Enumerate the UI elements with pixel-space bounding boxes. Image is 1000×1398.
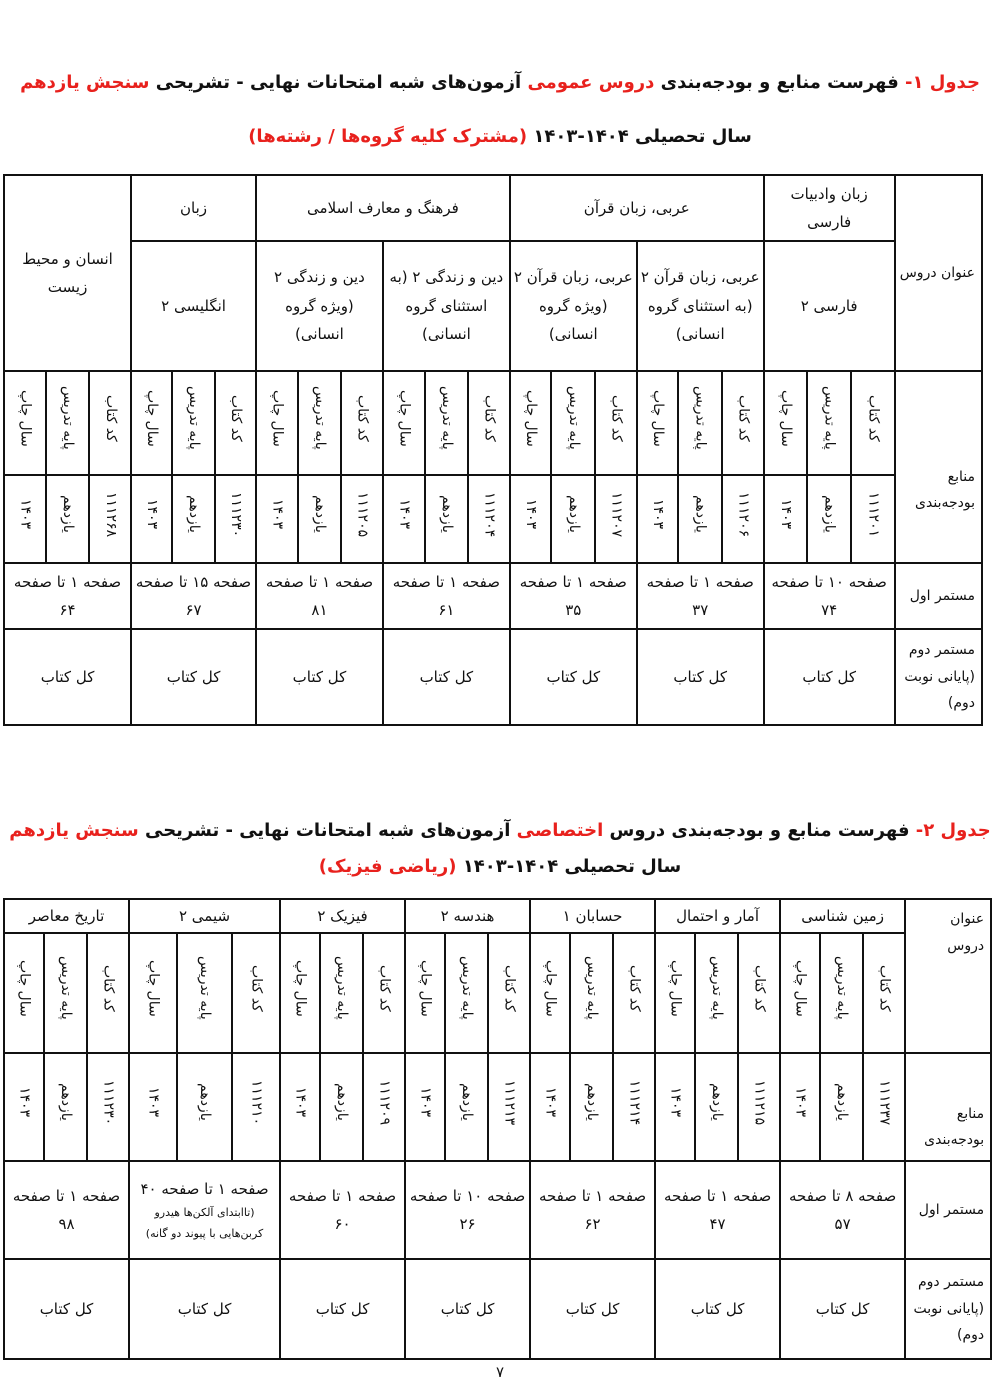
book-code-header: کد کتاب xyxy=(501,964,518,1012)
course-header: دین و زندگی ۲ (به استثنای گروه انسانی) xyxy=(383,241,510,371)
group-language: زبان xyxy=(131,175,256,241)
book-code-cell xyxy=(363,1053,405,1161)
book-code: ۱۱۱۲۱۰ xyxy=(248,1079,265,1125)
mid1-range: صفحه ۱ تا صفحه ۶۴ xyxy=(4,563,131,629)
print-year-header: سال چاپ xyxy=(292,959,309,1017)
book-header-cell xyxy=(863,933,905,1053)
grade-cell xyxy=(807,475,851,563)
book-header-cell xyxy=(695,933,738,1053)
course-header: آمار و احتمال xyxy=(655,899,780,933)
mid1-range: صفحه ۱ تا صفحه ۳۵ xyxy=(510,563,637,629)
print-year: ۱۴۰۳ xyxy=(396,499,413,530)
grade: یازدهم xyxy=(459,1083,476,1122)
book-header-cell xyxy=(780,933,820,1053)
grade: یازدهم xyxy=(584,1083,601,1122)
book-code: ۱۱۱۲۰۶ xyxy=(735,491,752,537)
grade-header: پایه تدریس xyxy=(821,386,838,451)
row-label-mid1: مستمر اول xyxy=(905,1161,991,1259)
mid2-range: کل کتاب xyxy=(131,629,256,725)
book-code-cell xyxy=(488,1053,530,1161)
mid2-range: کل کتاب xyxy=(510,629,637,725)
course-header: دین و زندگی ۲ (ویژه گروه انسانی) xyxy=(256,241,383,371)
print-year: ۱۴۰۳ xyxy=(542,1087,559,1118)
print-year-cell xyxy=(280,1053,320,1161)
book-code-cell xyxy=(595,475,637,563)
mid1-range: صفحه ۱۰ تا صفحه ۷۴ xyxy=(764,563,895,629)
print-year-header: سال چاپ xyxy=(417,959,434,1017)
book-code-header: کد کتاب xyxy=(228,394,245,442)
book-header-cell xyxy=(177,933,232,1053)
grade-cell xyxy=(820,1053,863,1161)
book-code-cell xyxy=(468,475,510,563)
table2 xyxy=(3,898,992,1360)
table1-subtitle-year: سال تحصیلی ۱۴۰۴-۱۴۰۳ xyxy=(527,126,752,147)
course-header: تاریخ معاصر xyxy=(4,899,129,933)
grade-header: پایه تدریس xyxy=(58,956,75,1021)
book-header-cell xyxy=(820,933,863,1053)
print-year-header: سال چاپ xyxy=(667,959,684,1017)
mid1-range: صفحه ۱ تا صفحه ۴۷ xyxy=(655,1161,780,1259)
print-year-header: سال چاپ xyxy=(542,959,559,1017)
print-year: ۱۴۰۳ xyxy=(269,499,286,530)
book-code-cell xyxy=(215,475,256,563)
mid2-range: کل کتاب xyxy=(655,1259,780,1359)
print-year-cell xyxy=(131,475,172,563)
grade: یازدهم xyxy=(197,1083,214,1122)
table1 xyxy=(3,174,983,726)
course-header: زمین شناسی xyxy=(780,899,905,933)
mid1-range: صفحه ۱۵ تا صفحه ۶۷ xyxy=(131,563,256,629)
book-header-cell xyxy=(851,371,895,475)
book-header-cell xyxy=(44,933,87,1053)
book-header-cell xyxy=(129,933,177,1053)
book-header-cell xyxy=(46,371,90,475)
mid2-range: کل کتاب xyxy=(637,629,764,725)
table2-title-brand: سنجش یازدهم xyxy=(9,820,139,841)
grade: یازدهم xyxy=(834,1083,851,1122)
book-header-cell xyxy=(4,933,44,1053)
mid1-range: صفحه ۱ تا صفحه ۳۷ xyxy=(637,563,764,629)
page-number: ۷ xyxy=(495,1363,505,1381)
book-code-header: کد کتاب xyxy=(751,964,768,1012)
mid1-range: صفحه ۱۰ تا صفحه ۲۶ xyxy=(405,1161,530,1259)
grade-header: پایه تدریس xyxy=(584,956,601,1021)
print-year-cell xyxy=(655,1053,695,1161)
print-year: ۱۴۰۳ xyxy=(792,1087,809,1118)
print-year-cell xyxy=(405,1053,445,1161)
course-header: انسان و محیط زیست xyxy=(4,175,131,371)
table1-title-brand: سنجش یازدهم xyxy=(20,72,150,93)
book-header-cell xyxy=(341,371,383,475)
table2-title-text: فهرست منابع و بودجه‌بندی دروس xyxy=(603,820,910,841)
mid1-range-cell xyxy=(129,1161,280,1259)
book-header-cell xyxy=(256,371,298,475)
book-code: ۱۱۱۲۰۱ xyxy=(865,491,882,537)
book-header-cell xyxy=(298,371,342,475)
book-header-cell xyxy=(405,933,445,1053)
book-header-cell xyxy=(320,933,363,1053)
book-header-cell xyxy=(613,933,655,1053)
grade-header: پایه تدریس xyxy=(565,386,582,451)
print-year-cell xyxy=(4,1053,44,1161)
row-label-sources: منابع بودجه‌بندی xyxy=(895,371,982,563)
table2-subtitle-field: (ریاضی فیزیک) xyxy=(318,856,457,877)
book-code-cell xyxy=(341,475,383,563)
mid1-range: صفحه ۸ تا صفحه ۵۷ xyxy=(780,1161,905,1259)
book-header-cell xyxy=(87,933,129,1053)
book-header-cell xyxy=(131,371,172,475)
book-code-header: کد کتاب xyxy=(248,964,265,1012)
print-year-header: سال چاپ xyxy=(523,389,540,447)
book-header-cell xyxy=(280,933,320,1053)
grade: یازدهم xyxy=(709,1083,726,1122)
course-header: عربی، زبان قرآن ۲ (ویژه گروه انسانی) xyxy=(510,241,637,371)
grade-cell xyxy=(177,1053,232,1161)
table2-subtitle xyxy=(0,856,1000,877)
table1-title-highlight: دروس عمومی xyxy=(527,72,655,93)
book-header-cell xyxy=(89,371,131,475)
book-header-cell xyxy=(530,933,570,1053)
grade-header: پایه تدریس xyxy=(438,386,455,451)
book-header-cell xyxy=(655,933,695,1053)
mid1-range: صفحه ۱ تا صفحه ۴۰ xyxy=(140,1179,269,1198)
print-year-header: سال چاپ xyxy=(269,389,286,447)
book-code-cell xyxy=(613,1053,655,1161)
book-header-cell xyxy=(738,933,780,1053)
print-year-header: سال چاپ xyxy=(778,389,795,447)
book-code-header: کد کتاب xyxy=(354,394,371,442)
book-code: ۱۱۱۲۳۰ xyxy=(100,1079,117,1125)
course-header: فارسی ۲ xyxy=(764,241,895,371)
course-header: فیزیک ۲ xyxy=(280,899,405,933)
book-code-header: کد کتاب xyxy=(608,394,625,442)
course-header: شیمی ۲ xyxy=(129,899,280,933)
mid1-range: صفحه ۱ تا صفحه ۶۱ xyxy=(383,563,510,629)
grade-cell xyxy=(425,475,469,563)
book-header-cell xyxy=(510,371,552,475)
print-year: ۱۴۰۳ xyxy=(292,1087,309,1118)
grade-cell xyxy=(298,475,342,563)
book-code-header: کد کتاب xyxy=(102,394,119,442)
book-code-cell xyxy=(851,475,895,563)
grade: یازدهم xyxy=(821,495,838,534)
mid2-range: کل کتاب xyxy=(405,1259,530,1359)
group-persian-literature: زبان وادبیات فارسی xyxy=(764,175,895,241)
table1-title-text2: آزمون‌های شبه امتحانات نهایی - تشریحی xyxy=(149,72,528,93)
grade: یازدهم xyxy=(692,495,709,534)
print-year: ۱۴۰۳ xyxy=(778,499,795,530)
grade-header: پایه تدریس xyxy=(834,956,851,1021)
mid2-range: کل کتاب xyxy=(780,1259,905,1359)
print-year-cell xyxy=(383,475,425,563)
grade: یازدهم xyxy=(311,495,328,534)
grade-header: پایه تدریس xyxy=(60,386,77,451)
book-code: ۱۱۱۲۳۰ xyxy=(228,491,245,537)
print-year: ۱۴۰۳ xyxy=(16,1087,33,1118)
grade-cell xyxy=(570,1053,613,1161)
book-code-cell xyxy=(87,1053,129,1161)
row-label-mid1: مستمر اول xyxy=(895,563,982,629)
table1-subtitle xyxy=(0,126,1000,147)
book-header-cell xyxy=(425,371,469,475)
print-year-header: سال چاپ xyxy=(792,959,809,1017)
course-header: عربی، زبان قرآن ۲ (به استثنای گروه انسانی) xyxy=(637,241,764,371)
grade: یازدهم xyxy=(58,1083,75,1122)
book-header-cell xyxy=(363,933,405,1053)
grade-cell xyxy=(46,475,90,563)
grade: یازدهم xyxy=(438,495,455,534)
print-year-header: سال چاپ xyxy=(650,389,667,447)
table2-title-highlight: اختصاصی xyxy=(516,820,604,841)
mid2-range: کل کتاب xyxy=(764,629,895,725)
mid2-range: کل کتاب xyxy=(280,1259,405,1359)
book-header-cell xyxy=(4,371,46,475)
print-year-cell xyxy=(780,1053,820,1161)
book-header-cell xyxy=(595,371,637,475)
book-code-header: کد کتاب xyxy=(865,394,882,442)
print-year-cell xyxy=(530,1053,570,1161)
row-label-course-title: عنوان دروس xyxy=(895,175,982,371)
book-header-cell xyxy=(445,933,488,1053)
book-code: ۱۱۱۲۰۴ xyxy=(481,491,498,537)
print-year: ۱۴۰۳ xyxy=(143,499,160,530)
book-code: ۱۱۱۲۰۵ xyxy=(354,491,371,537)
mid1-range: صفحه ۱ تا صفحه ۶۰ xyxy=(280,1161,405,1259)
mid1-range: صفحه ۱ تا صفحه ۸۱ xyxy=(256,563,383,629)
group-arabic: عربی، زبان قرآن xyxy=(510,175,764,241)
book-code-header: کد کتاب xyxy=(735,394,752,442)
book-code-header: کد کتاب xyxy=(481,394,498,442)
grade-cell xyxy=(551,475,595,563)
print-year-header: سال چاپ xyxy=(16,959,33,1017)
mid2-range: کل کتاب xyxy=(129,1259,280,1359)
grade-cell xyxy=(320,1053,363,1161)
book-code-header: کد کتاب xyxy=(626,964,643,1012)
book-header-cell xyxy=(551,371,595,475)
print-year: ۱۴۰۳ xyxy=(650,499,667,530)
table1-subtitle-scope: (مشترک کلیه گروه‌ها / رشته‌ها) xyxy=(248,126,528,147)
mid2-range: کل کتاب xyxy=(530,1259,655,1359)
table1-title-number: جدول ۱- xyxy=(898,72,980,93)
print-year: ۱۴۰۳ xyxy=(523,499,540,530)
print-year: ۱۴۰۳ xyxy=(145,1087,162,1118)
book-code-header: کد کتاب xyxy=(876,964,893,1012)
book-code: ۱۱۱۲۱۵ xyxy=(751,1079,768,1125)
book-header-cell xyxy=(383,371,425,475)
print-year-cell xyxy=(637,475,679,563)
grade-cell xyxy=(445,1053,488,1161)
table2-subtitle-year: سال تحصیلی ۱۴۰۴-۱۴۰۳ xyxy=(456,856,682,877)
group-islamic-culture: فرهنگ و معارف اسلامی xyxy=(256,175,510,241)
book-code: ۱۱۱۲۰۹ xyxy=(376,1079,393,1125)
book-header-cell xyxy=(232,933,280,1053)
print-year-header: سال چاپ xyxy=(396,389,413,447)
grade-header: پایه تدریس xyxy=(709,956,726,1021)
mid1-range-note: (تاابتدای آلکن‌ها هیدرو کربن‌هایی با پیوند دو گانه) xyxy=(145,1206,264,1241)
book-code-cell xyxy=(722,475,764,563)
book-code-header: کد کتاب xyxy=(376,964,393,1012)
print-year-cell xyxy=(510,475,552,563)
grade-cell xyxy=(678,475,722,563)
book-code: ۱۱۱۲۳۷ xyxy=(876,1079,893,1125)
mid2-range: کل کتاب xyxy=(4,629,131,725)
grade-header: پایه تدریس xyxy=(186,386,203,451)
grade-cell xyxy=(44,1053,87,1161)
course-header: حسابان ۱ xyxy=(530,899,655,933)
table1-title-text: فهرست منابع و بودجه‌بندی xyxy=(654,72,899,93)
print-year-cell xyxy=(256,475,298,563)
book-code: ۱۱۱۲۰۷ xyxy=(608,491,625,537)
book-code-cell xyxy=(89,475,131,563)
print-year-header: سال چاپ xyxy=(145,959,162,1017)
grade: یازدهم xyxy=(334,1083,351,1122)
print-year-cell xyxy=(764,475,808,563)
grade-header: پایه تدریس xyxy=(334,956,351,1021)
book-code-header: کد کتاب xyxy=(100,964,117,1012)
table2-title-number: جدول ۲- xyxy=(909,820,991,841)
grade-cell xyxy=(695,1053,738,1161)
print-year: ۱۴۰۳ xyxy=(667,1087,684,1118)
print-year: ۱۴۰۳ xyxy=(417,1087,434,1118)
book-header-cell xyxy=(488,933,530,1053)
book-header-cell xyxy=(678,371,722,475)
row-label-mid2: مستمر دوم (پایانی نوبت دوم) xyxy=(905,1259,991,1359)
book-code-cell xyxy=(232,1053,280,1161)
mid2-range: کل کتاب xyxy=(256,629,383,725)
print-year-header: سال چاپ xyxy=(17,389,34,447)
mid2-range: کل کتاب xyxy=(383,629,510,725)
print-year-cell xyxy=(129,1053,177,1161)
book-code-cell xyxy=(863,1053,905,1161)
row-label-mid2: مستمر دوم (پایانی نوبت دوم) xyxy=(895,629,982,725)
mid2-range: کل کتاب xyxy=(4,1259,129,1359)
book-header-cell xyxy=(468,371,510,475)
mid1-range: صفحه ۱ تا صفحه ۹۸ xyxy=(4,1161,129,1259)
book-code: ۱۱۱۲۱۳ xyxy=(501,1079,518,1125)
grade: یازدهم xyxy=(60,495,77,534)
row-label-sources: منابع بودجه‌بندی xyxy=(905,1053,991,1161)
book-header-cell xyxy=(637,371,679,475)
grade: یازدهم xyxy=(565,495,582,534)
grade-header: پایه تدریس xyxy=(197,956,214,1021)
grade: یازدهم xyxy=(186,495,203,534)
print-year-cell xyxy=(4,475,46,563)
book-header-cell xyxy=(172,371,216,475)
table1-title xyxy=(0,72,1000,93)
mid1-range: صفحه ۱ تا صفحه ۶۲ xyxy=(530,1161,655,1259)
book-header-cell xyxy=(722,371,764,475)
book-header-cell xyxy=(215,371,256,475)
grade-header: پایه تدریس xyxy=(311,386,328,451)
book-code: ۱۱۱۲۶۸ xyxy=(102,491,119,537)
print-year: ۱۴۰۳ xyxy=(17,499,34,530)
row-label-course-title: عنوان دروس xyxy=(905,899,991,1053)
course-header: انگلیسی ۲ xyxy=(131,241,256,371)
book-header-cell xyxy=(570,933,613,1053)
print-year-header: سال چاپ xyxy=(143,389,160,447)
table2-title xyxy=(0,820,1000,841)
grade-header: پایه تدریس xyxy=(459,956,476,1021)
grade-header: پایه تدریس xyxy=(692,386,709,451)
book-header-cell xyxy=(807,371,851,475)
book-code-cell xyxy=(738,1053,780,1161)
book-header-cell xyxy=(764,371,808,475)
table2-title-text2: آزمون‌های شبه امتحانات نهایی - تشریحی xyxy=(138,820,517,841)
grade-cell xyxy=(172,475,216,563)
book-code: ۱۱۱۲۱۴ xyxy=(626,1079,643,1125)
course-header: هندسه ۲ xyxy=(405,899,530,933)
